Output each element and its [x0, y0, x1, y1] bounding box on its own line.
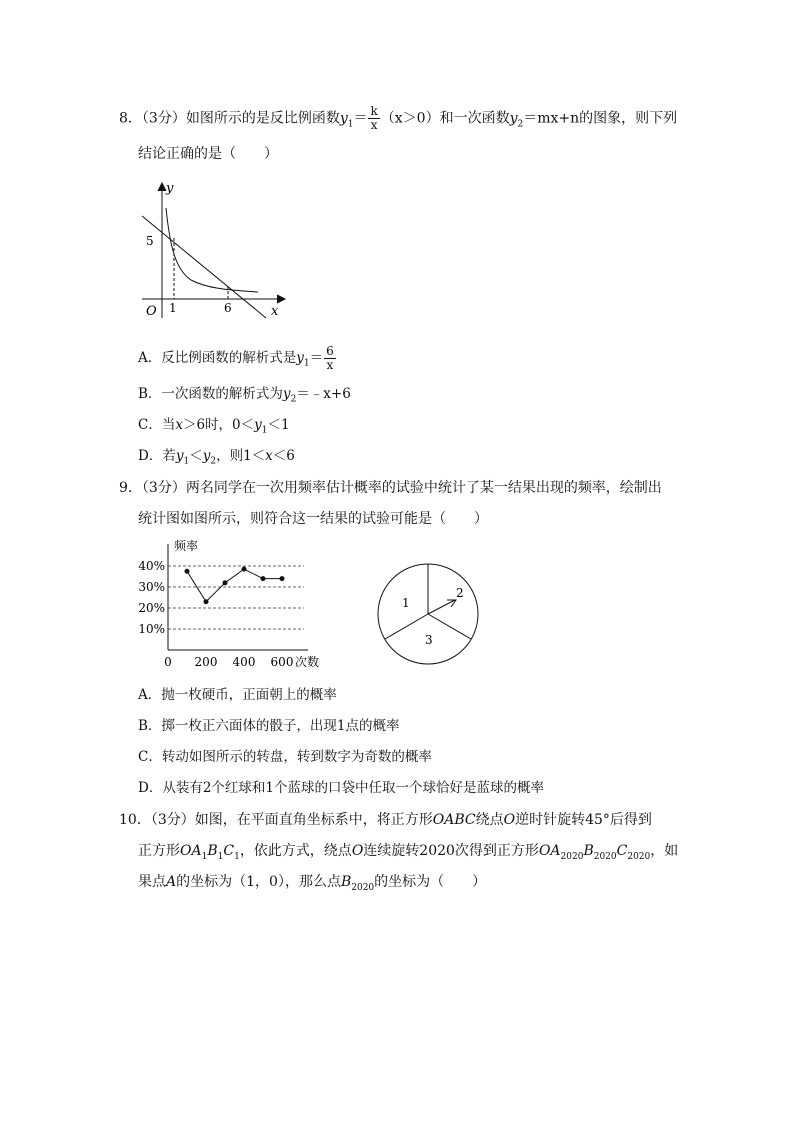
- q9-option-a[interactable]: A．抛一枚硬币，正面朝上的概率: [138, 687, 337, 703]
- graph-tick-6: 6: [224, 301, 232, 315]
- q8-stem-line2: 结论正确的是（ ）: [138, 146, 278, 162]
- q10-stem-line1: 10．（3分）如图，在平面直角坐标系中，将正方形OABC绕点O逆时针旋转45°后得到: [119, 812, 652, 828]
- data-point-5: [280, 576, 285, 581]
- frequency-chart: [132, 534, 332, 674]
- graph-origin: O: [146, 304, 157, 319]
- y-tick-label-3: 40%: [138, 559, 165, 573]
- y-tick-label-2: 30%: [138, 580, 165, 594]
- spinner-pointer: [428, 600, 455, 614]
- q8-option-b[interactable]: B．一次函数的解析式为$y_2=﹣x+6$: [138, 386, 351, 405]
- series-line: [187, 569, 282, 602]
- data-point-2: [223, 580, 228, 585]
- q8-option-a[interactable]: A．反比例函数的解析式是$y_1=$ $\frac{6}{x}$: [138, 344, 334, 372]
- data-point-0: [185, 569, 190, 574]
- x-arrow: [277, 295, 285, 303]
- q9-stem-line1: 9．（3分）两名同学在一次用频率估计概率的试验中统计了某一结果出现的频率，绘制出: [119, 480, 662, 496]
- data-point-4: [261, 576, 266, 581]
- q8-option-a-fraction: $\frac{6}{x}$: [326, 344, 334, 372]
- q8-fraction: $\frac{k}{x}$: [370, 104, 378, 132]
- x-tick-label-2: 400: [232, 655, 256, 669]
- y-tick-label-0: 10%: [138, 622, 165, 636]
- q8-stem-line1: 8．（3分）如图所示的是反比例函数$y_1=$ $\frac{k}{x}$ （x＞0）和一次函数$y_2=mx+n$的图象，则下列: [119, 104, 678, 132]
- spinner-label-1: 1: [402, 596, 410, 610]
- spinner-label-2: 2: [456, 586, 464, 600]
- divider-left: [385, 614, 428, 639]
- graph-y-label: y: [166, 181, 174, 196]
- q8-graph: [136, 178, 296, 328]
- q10-stem-line3: 果点A的坐标为（1，0），那么点$B_{2020}$的坐标为（ ）: [138, 874, 487, 893]
- divider-right: [428, 614, 471, 639]
- data-point-1: [204, 599, 209, 604]
- y-arrow: [158, 183, 166, 191]
- q9-stem-line2: 统计图如图所示，则符合这一结果的试验可能是（ ）: [138, 511, 488, 527]
- line-graph: [142, 216, 266, 318]
- chart-ylabel: 频率: [174, 539, 199, 553]
- data-point-3: [242, 567, 247, 572]
- x-tick-label-3: 600: [270, 655, 294, 669]
- x-tick-label-0: 0: [164, 655, 172, 669]
- q9-option-b[interactable]: B．掷一枚正六面体的骰子，出现1点的概率: [138, 718, 400, 734]
- graph-tick-5: 5: [146, 234, 154, 248]
- q10-stem-line2: 正方形$OA_1B_1C_1$，依此方式，绕点O连续旋转2020次得到正方形$OA_{2020}B_{2020}C_{2020}$，如: [138, 843, 679, 862]
- y-tick-label-1: 20%: [138, 601, 165, 615]
- q9-option-c[interactable]: C．转动如图所示的转盘，转到数字为奇数的概率: [138, 749, 432, 765]
- chart-xlabel: 次数: [295, 655, 320, 669]
- q9-option-d[interactable]: D．从装有2个红球和1个蓝球的口袋中任取一个球恰好是蓝球的概率: [138, 780, 545, 796]
- spinner-label-3: 3: [425, 633, 433, 647]
- hyperbola-curve: [166, 208, 258, 292]
- q8-option-d[interactable]: D．若$y_1<y_2$，则1＜x＜6: [138, 448, 295, 467]
- graph-tick-1: 1: [169, 301, 177, 315]
- spinner-diagram: [376, 562, 482, 668]
- graph-x-label: x: [271, 304, 279, 319]
- x-tick-label-1: 200: [194, 655, 218, 669]
- q8-option-c[interactable]: C．当x＞6时，$0<y_1<1$: [138, 417, 290, 436]
